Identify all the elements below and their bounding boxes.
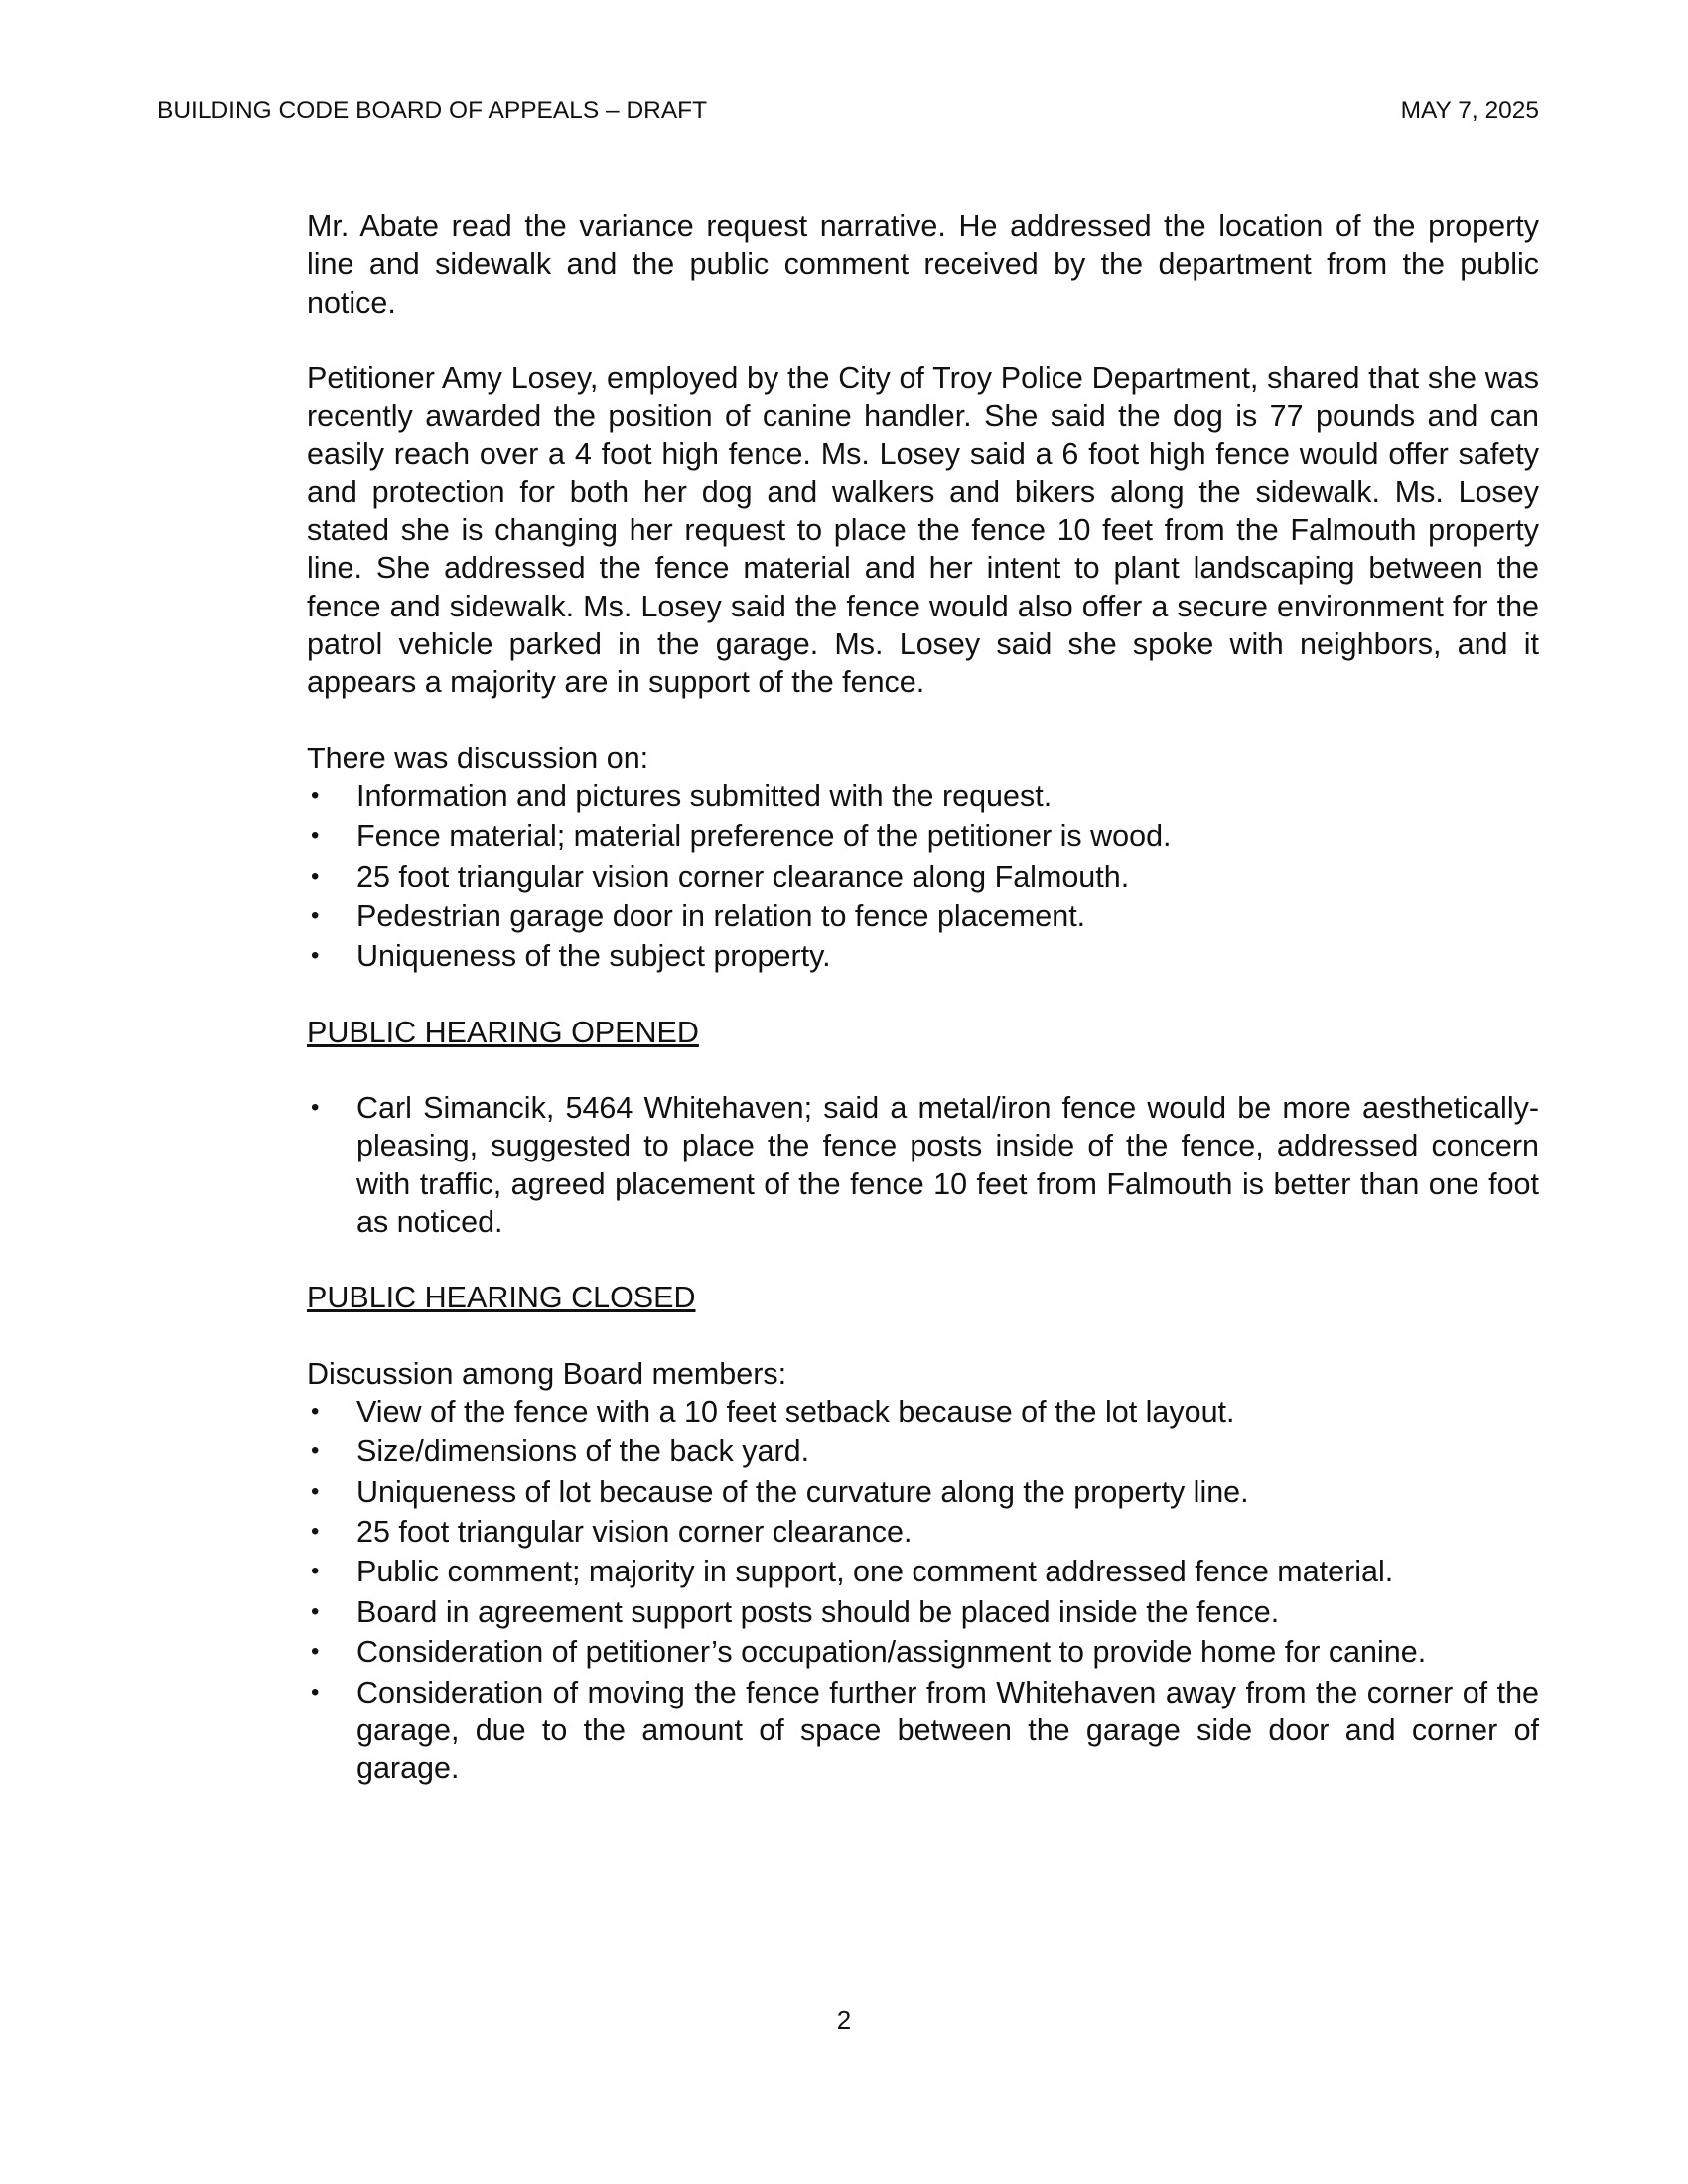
list-item-text: Fence material; material preference of the petitioner is wood. bbox=[356, 819, 1172, 854]
list-item-text: View of the fence with a 10 feet setback because of the lot layout. bbox=[356, 1394, 1235, 1429]
bullet-icon: • bbox=[311, 1477, 320, 1505]
bullet-icon: • bbox=[311, 1638, 320, 1666]
list-item bbox=[307, 1633, 1539, 1671]
header-title: BUILDING CODE BOARD OF APPEALS – DRAFT bbox=[157, 97, 708, 124]
list-item bbox=[307, 1393, 1539, 1431]
bullet-icon: • bbox=[311, 1437, 320, 1465]
bullet-icon: • bbox=[311, 862, 320, 889]
bullet-icon: • bbox=[311, 1397, 320, 1425]
list-item-text: Board in agreement support posts should be placed inside the fence. bbox=[356, 1594, 1280, 1629]
bullet-icon: • bbox=[311, 1678, 320, 1706]
list-item-text: Size/dimensions of the back yard. bbox=[356, 1434, 810, 1469]
list-item-text: Uniqueness of lot because of the curvature along the property line. bbox=[356, 1474, 1249, 1509]
discussion-lead: There was discussion on: bbox=[307, 741, 649, 775]
document-body bbox=[307, 207, 1539, 1825]
list-item-text: 25 foot triangular vision corner clearance along Falmouth. bbox=[356, 859, 1130, 893]
public-hearing-closed-heading: PUBLIC HEARING CLOSED bbox=[307, 1281, 696, 1315]
page-number: 2 bbox=[836, 2005, 852, 2035]
petitioner-paragraph: Petitioner Amy Losey, employed by the City of Troy Police Department, shared that she was recently awarded the position of canine handler. She said the dog is 77 pounds and can easily reach over a 4 foot high fence. Ms. Losey said a 6 foot high fence would offer safety and protection for both her dog and walkers and bikers along the sidewalk. Ms. Losey stated she is changing her request to place the fence 10 feet from the Falmouth property line. She addressed the fence material and her intent to plant landscaping between the fence and sidewalk. Ms. Losey said the fence would also offer a secure environment for the patrol vehicle parked in the garage. Ms. Losey said she spoke with neighbors, and it appears a majority are in support of the fence. bbox=[307, 360, 1539, 700]
list-item-text: Carl Simancik, 5464 Whitehaven; said a metal/iron fence would be more aesthetically-pleasing, suggested to place the fence posts inside of the fence, addressed concern with traffic, agreed placement of the fence 10 feet from Falmouth is better than one foot as noticed. bbox=[356, 1091, 1539, 1239]
list-item bbox=[307, 858, 1539, 895]
list-item bbox=[307, 777, 1539, 815]
bullet-icon: • bbox=[311, 1517, 320, 1545]
bullet-icon: • bbox=[311, 1597, 320, 1625]
list-item bbox=[307, 937, 1539, 975]
bullet-icon: • bbox=[311, 1094, 320, 1122]
public-hearing-opened-heading: PUBLIC HEARING OPENED bbox=[307, 1015, 699, 1049]
list-item bbox=[307, 1513, 1539, 1551]
list-item bbox=[307, 1089, 1539, 1241]
list-item bbox=[307, 1553, 1539, 1590]
header-date: MAY 7, 2025 bbox=[1400, 97, 1539, 124]
list-item-text: Consideration of petitioner’s occupation/assignment to provide home for canine. bbox=[356, 1635, 1427, 1670]
bullet-icon: • bbox=[311, 902, 320, 930]
public-comment-list bbox=[307, 1089, 1539, 1241]
list-item bbox=[307, 817, 1539, 855]
list-item bbox=[307, 1593, 1539, 1631]
list-item-text: Uniqueness of the subject property. bbox=[356, 939, 831, 974]
list-item-text: 25 foot triangular vision corner clearance. bbox=[356, 1514, 913, 1549]
narrative-paragraph: Mr. Abate read the variance request narrative. He addressed the location of the property line and sidewalk and the public comment received by the department from the public notice. bbox=[307, 209, 1539, 320]
bullet-icon: • bbox=[311, 781, 320, 809]
list-item bbox=[307, 1433, 1539, 1470]
bullet-icon: • bbox=[311, 942, 320, 970]
bullet-icon: • bbox=[311, 822, 320, 850]
discussion-list bbox=[307, 777, 1539, 976]
list-item-text: Public comment; majority in support, one comment addressed fence material. bbox=[356, 1555, 1394, 1589]
bullet-icon: • bbox=[311, 1558, 320, 1585]
page-header bbox=[157, 99, 1539, 124]
list-item bbox=[307, 1674, 1539, 1788]
list-item bbox=[307, 897, 1539, 935]
list-item bbox=[307, 1473, 1539, 1511]
list-item-text: Consideration of moving the fence further from Whitehaven away from the corner of the garage, due to the amount of space between the garage side door and corner of garage. bbox=[356, 1675, 1539, 1786]
board-discussion-list bbox=[307, 1393, 1539, 1788]
list-item-text: Information and pictures submitted with the request. bbox=[356, 778, 1053, 813]
list-item-text: Pedestrian garage door in relation to fence placement. bbox=[356, 899, 1086, 934]
board-discussion-lead: Discussion among Board members: bbox=[307, 1356, 787, 1391]
